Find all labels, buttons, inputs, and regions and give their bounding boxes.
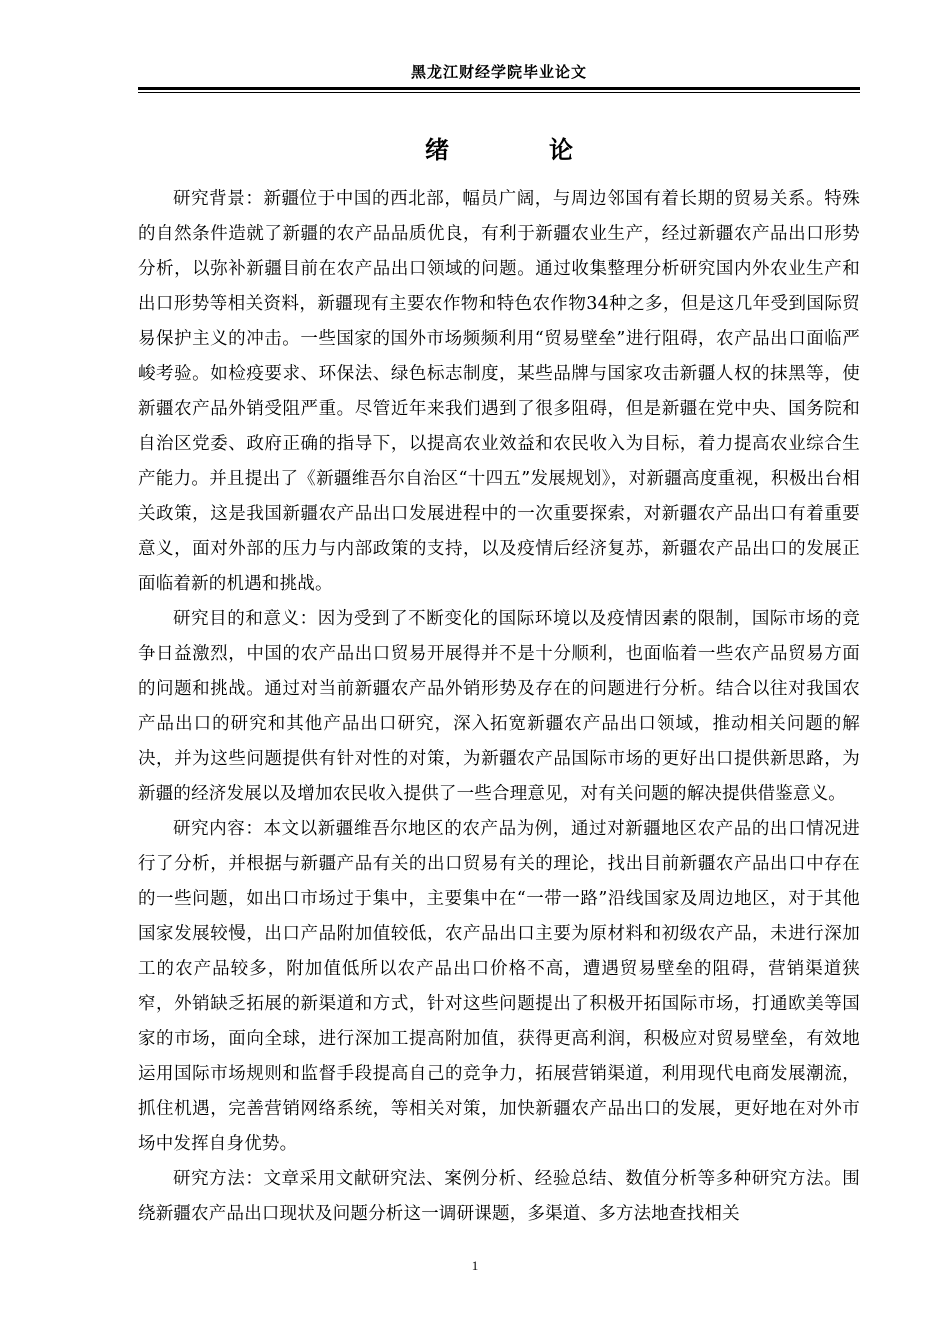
chapter-title-char-2: 论: [549, 136, 573, 164]
chapter-title-char-1: 绪: [425, 136, 449, 164]
paragraph-purpose: 研究目的和意义：因为受到了不断变化的国际环境以及疫情因素的限制，国际市场的竞争日益激烈，中国的农产品出口贸易开展得并不是十分顺利，也面临着一些农产品贸易方面的问题和挑战。通过对当前新疆农产品外销形势及存在的问题进行分析。结合以往对我国农产品出口的研究和其他产品出口研究，深入拓宽新疆农产品出口领域，推动相关问题的解决，并为这些问题提供有针对性的对策，为新疆农产品国际市场的更好出口提供新思路，为新疆的经济发展以及增加农民收入提供了一些合理意见，对有关问题的解决提供借鉴意义。: [138, 609, 860, 804]
header-rule-thin: [138, 92, 860, 93]
paragraph-background: 研究背景：新疆位于中国的西北部，幅员广阔，与周边邻国有着长期的贸易关系。特殊的自然条件造就了新疆的农产品品质优良，有利于新疆农业生产，经过新疆农产品出口形势分析，以弥补新疆目前在农产品出口领域的问题。通过收集整理分析研究国内外农业生产和出口形势等相关资料，新疆现有主要农作物和特色农作物34种之多，但是这几年受到国际贸易保护主义的冲击。一些国家的国外市场频频利用“贸易壁垒”进行阻碍，农产品出口面临严峻考验。如检疫要求、环保法、绿色标志制度，某些品牌与国家攻击新疆人权的抹黑等，使新疆农产品外销受阻严重。尽管近年来我们遇到了很多阻碍，但是新疆在党中央、国务院和自治区党委、政府正确的指导下，以提高农业效益和农民收入为目标，着力提高农业综合生产能力。并且提出了《新疆维吾尔自治区“十四五”发展规划》，对新疆高度重视，积极出台相关政策，这是我国新疆农产品出口发展进程中的一次重要探索，对新疆农产品出口有着重要意义，面对外部的压力与内部政策的支持，以及疫情后经济复苏，新疆农产品出口的发展正面临着新的机遇和挑战。: [138, 189, 860, 594]
body-text: [138, 182, 860, 1232]
running-header: 黑龙江财经学院毕业论文: [410, 63, 587, 81]
chapter-title: [138, 132, 860, 168]
paragraph-method: 研究方法：文章采用文献研究法、案例分析、经验总结、数值分析等多种研究方法。围绕新疆农产品出口现状及问题分析这一调研课题，多渠道、多方法地查找相关: [138, 1169, 860, 1224]
header-rule-thick: [138, 87, 860, 90]
paragraph-content: 研究内容：本文以新疆维吾尔地区的农产品为例，通过对新疆地区农产品的出口情况进行了分析，并根据与新疆产品有关的出口贸易有关的理论，找出目前新疆农产品出口中存在的一些问题，如出口市场过于集中，主要集中在“一带一路”沿线国家及周边地区，对于其他国家发展较慢，出口产品附加值较低，农产品出口主要为原材料和初级农产品，未进行深加工的农产品较多，附加值低所以农产品出口价格不高，遭遇贸易壁垒的阻碍，营销渠道狭窄，外销缺乏拓展的新渠道和方式，针对这些问题提出了积极开拓国际市场，打通欧美等国家的市场，面向全球，进行深加工提高附加值，获得更高利润，积极应对贸易壁垒，有效地运用国际市场规则和监督手段提高自己的竞争力，拓展营销渠道，利用现代电商发展潮流，抓住机遇，完善营销网络系统，等相关对策，加快新疆农产品出口的发展，更好地在对外市场中发挥自身优势。: [138, 819, 860, 1154]
page-number: 1: [471, 1258, 479, 1273]
